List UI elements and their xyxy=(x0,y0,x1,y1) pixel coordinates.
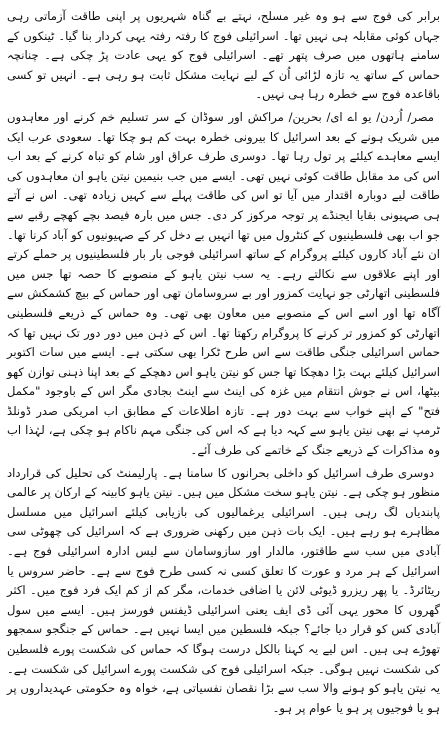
text-line: میں مسلسل مظاہرے ہو رہے ہیں۔ ایک بات ذہن میں رکھنی ضروری ہے کہ اسرائیل کی چھوٹی سی آبادی میں سب سے xyxy=(7,504,441,559)
text-line: فوج کا رفتہ رفتہ یہی کردار بنا گیا۔ ٹینکوں کے سامنے ہاتھوں میں صرف پتھر تھے۔ اسرائیلی فوج کو یہی عادت پڑ چکی xyxy=(7,28,440,63)
text-line: دوسری طرف اسرائیل کو داخلی بحرانوں کا سامنا ہے۔ پارلیمنٹ کی تحلیل کی قرارداد منظور ہو چکی ہے۔ نیتن یاہو سخت xyxy=(7,465,440,500)
text-line: ذہنی توازن کھو بیٹھا، اس نے جوش انتقام میں غزہ کی اینٹ سے اینٹ بجادی مگر اس کے باوجود "مکمل فتح" کے اپنے xyxy=(7,364,440,418)
text-line: شام کو تباہ کرنے کے بعد اب اس کی مد مقابل طاقت کوئی نہیں تھی۔ ایسے میں جب بنیمین نیتن یاہو ان معاہدوں کی xyxy=(7,149,440,183)
text-line: خواب سے بہت دور ہے۔ تازہ اطلاعات کے مطابق اب امریکی صدر ڈونلڈ ٹرمپ نے بھی نیتن یاہو سے کہہ دیا ہے کہ اس xyxy=(7,403,440,438)
paragraph xyxy=(7,464,440,719)
text-line: سے اس طرح ٹکرا بھی سکتی ہے۔ ایسے میں سات اکتوبر اسرائیل کیلئے بہت بڑا دھچکا تھا جس کو نیتن یاہو اس دھچکے کے بعد اپنا xyxy=(7,345,440,379)
text-line: نہیں ہے۔ حماس کے جنگجو سمجھو تھوڑے ہی ہیں۔ اس لیے یہ کہنا بالکل درست ہوگا کہ حماس کی شکست پورے فلسطین کی شکست xyxy=(7,622,441,676)
text-line: توجہ مرکوز کر دی۔ جس میں بارہ فیصد بچے کھچے رقبے سے جو اب بھی فلسطینیوں کے کنٹرول میں تھا انہیں بے دخل کر xyxy=(7,207,441,242)
text-line: بے سروسامان تھی اور حماس کے بیچ کشمکش سے آگاہ تھا اور اسے اس کے منصوبے میں معاون بھی تھی۔ وہ حماس کے ذریعے xyxy=(7,286,440,320)
text-line: نہیں ہوگی۔ جبکہ اسرائیلی فوج کی شکست پورے اسرائیل کی شکست ہے۔ یہ نیتن یاہو کو ہونے والا سب سے بڑا نقصان xyxy=(7,661,440,696)
text-line: مشکل میں ہیں۔ نیتن یاہو کابینہ کے ارکان پر عالمی پابندیاں لگ رہی ہیں۔ اسرائیلی یرغمالیوں کی بازیابی کیلئے اسرائیل xyxy=(7,485,441,519)
text-line: سے ہے۔ حاضر سروس یا ریٹائرڈ۔ یا پھر ریزرو ڈیوٹی لائن یا اضافی خدمات، مگر کم از کم ایک فرد فوج میں۔ اکثر گھروں کا xyxy=(7,563,440,617)
text-line: کی جنگی مہم ناکام ہو چکی ہے، لہٰذا اب وہ مذاکرات کے ذریعے جنگ کے خاتمے کی طرف آئے۔ xyxy=(7,423,440,458)
text-line: کے صہیونیوں کو آباد کرنا تھا۔ ان نئے آباد کاروں کیلئے پروگرام کے ساتھ اسرائیلی فوجی بار بار فلسطینیوں پر حملے کرتے اور xyxy=(7,227,441,281)
paragraph xyxy=(7,108,440,461)
text-line: طاقت لیے دوبارہ اقتدار میں آیا تو اس کی طاقت پہلے سے کہیں زیادہ تھی۔ اس نے آتے ہی صہیونی بقایا ایجنڈے پر xyxy=(7,188,440,222)
text-line: اپنے علاقوں سے نکالتے رہے۔ یہ سب نیتن یاہو کے منصوبے کا حصہ تھا جس میں فلسطینی اتھارٹی جو نہایت کمزور اور xyxy=(7,266,440,301)
paragraph xyxy=(7,7,440,105)
text-line: خطرہ رہا ہی نہیں۔ xyxy=(255,87,358,102)
text-line: فلسطینی اتھارٹی کو کمزور تر کرنے کا پروگرام رکھتا تھا۔ اس کے ذہن میں دور دور تک نہیں تھا کہ حماس اسرائیلی جنگی طاقت xyxy=(7,305,440,360)
text-line: مصر/ اُردن/ یو اے ای/ بحرین/ مراکش اور سوڈان کے سر تسلیم خم کرنے اور معاہدوں میں شریک ہونے کے بعد xyxy=(7,109,441,144)
text-line: اسرائیل کا بیرونی خطرہ بہت کم ہو چکا تھا۔ سعودی عرب ایک ایسے معاہدے کیلئے پر تول رہا تھا۔ دوسری طرف عراق اور xyxy=(7,129,441,164)
text-line: ہے۔ چنانچہ حماس کے ساتھ یہ تازہ لڑائی اُن کے لیے نہایت مشکل ثابت ہو رہی ہے۔ انہیں تو کسی باقاعدہ فوج سے xyxy=(7,48,440,102)
text-line: برابر کی فوج سے ہو وہ غیر مسلح، نہتے بے گناہ شہریوں پر اپنی طاقت آزماتی رہی جہاں کوئی مقابلہ ہی نہیں تھا۔ اسرائیلی xyxy=(7,9,441,43)
text-line: نفسیاتی ہے، خواہ وہ حکومتی عہدیداروں پر ہو یا فوجیوں پر ہو یا عوام پر ہو۔ xyxy=(7,681,440,715)
text-line: محور یہی آئی ڈی ایف یعنی اسرائیلی ڈیفنس فورسز ہیں۔ ایسے میں سول آبادی کس کو قرار دیا جائے؟ جبکہ فلسطین میں ایسا xyxy=(7,602,441,637)
text-line: طاقتور، مالدار اور سازوسامان سے لیس ادارہ اسرائیلی فوج ہے۔ اسرائیل کے ہر مرد و عورت کا تعلق کسی نہ کسی طرح فوج xyxy=(7,544,440,578)
